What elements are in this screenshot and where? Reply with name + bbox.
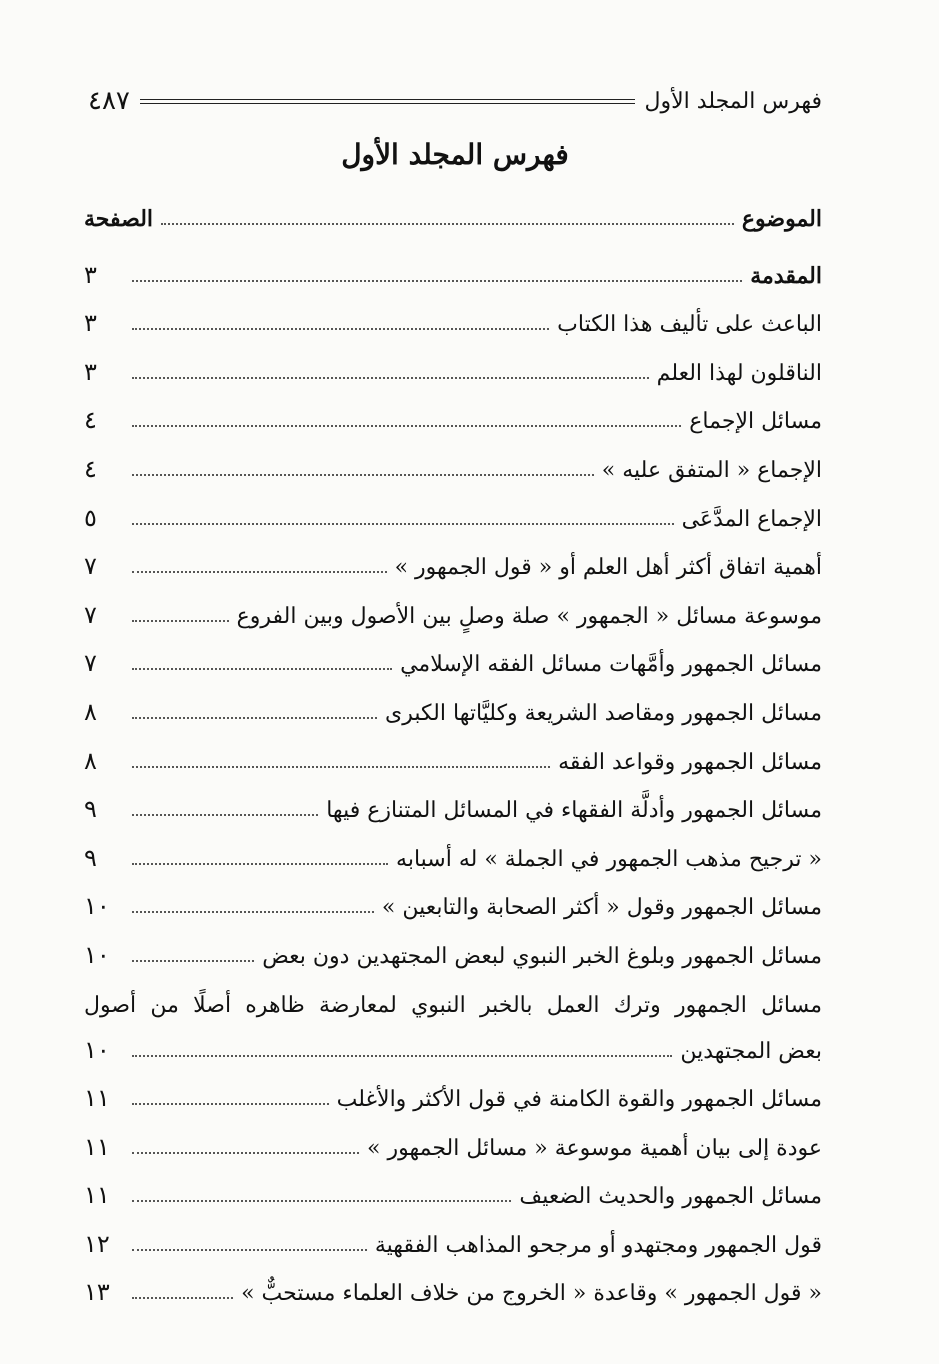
dot-leader (132, 1152, 359, 1154)
table-of-contents (84, 240, 822, 1306)
toc-entry-page: ١٠ (84, 1035, 110, 1064)
toc-entry-title: مسائل الجمهور وقواعد الفقه (558, 749, 822, 775)
toc-entry (84, 1112, 822, 1161)
dot-leader (132, 1249, 367, 1251)
toc-entry-page: ٣ (84, 309, 97, 338)
toc-entry-title: المقدمة (750, 262, 822, 289)
dot-leader (132, 1200, 511, 1202)
dot-leader (132, 571, 387, 573)
toc-entry (84, 337, 822, 386)
toc-entry (84, 434, 822, 483)
toc-entry-title: مسائل الجمهور والقوة الكامنة في قول الأكثر والأغلب (336, 1087, 822, 1113)
toc-entry-title: « قول الجمهور » وقاعدة « الخروج من خلاف العلماء مستحبٌّ » (241, 1281, 822, 1307)
header-rule (140, 99, 635, 104)
toc-entry-page: ٧ (84, 552, 97, 581)
toc-entry-page: ١٠ (84, 940, 110, 969)
toc-entry (84, 240, 822, 289)
toc-entry (84, 1258, 822, 1307)
toc-entry-title: أهمية اتفاق أكثر أهل العلم أو « قول الجمهور » (394, 555, 822, 581)
toc-entry-title: الإجماع المدَّعَى (681, 506, 822, 532)
toc-entry-page: ١٣ (84, 1278, 110, 1307)
toc-entry-page: ١٠ (84, 892, 110, 921)
toc-entry (84, 775, 822, 824)
toc-entry-page: ٤ (84, 454, 97, 483)
dot-leader (132, 280, 742, 282)
toc-entry-page: ٨ (84, 697, 97, 726)
toc-entry (84, 677, 822, 726)
toc-entry-title: مسائل الجمهور والحديث الضعيف (519, 1184, 822, 1210)
page-number: ٤٨٧ (88, 86, 130, 116)
toc-entry-title: الإجماع « المتفق عليه » (601, 457, 822, 483)
toc-entry (84, 1161, 822, 1210)
toc-entry (84, 823, 822, 872)
toc-entry-page: ٣ (84, 260, 97, 289)
toc-entry-page: ٥ (84, 503, 97, 532)
toc-entry (84, 726, 822, 775)
dot-leader (132, 1103, 329, 1105)
dot-leader (132, 523, 674, 525)
toc-entry (84, 580, 822, 629)
toc-entry-title: مسائل الجمهور وترك العمل بالخبر النبوي لمعارضة ظاهره أصلًا من أصول (84, 992, 822, 1018)
running-header (88, 84, 822, 118)
toc-entry (84, 289, 822, 338)
column-headers (84, 196, 822, 232)
toc-entry-title: قول الجمهور ومجتهدو أو مرجحو المذاهب الفقهية (374, 1232, 822, 1258)
toc-entry-page: ١١ (84, 1132, 110, 1161)
dot-leader (161, 223, 734, 225)
toc-entry (84, 1209, 822, 1258)
running-title: فهرس المجلد الأول (644, 88, 822, 114)
dot-leader (132, 668, 392, 670)
toc-entry (84, 1064, 822, 1113)
toc-entry-title: مسائل الجمهور وبلوغ الخبر النبوي لبعض المجتهدين دون بعض (262, 943, 822, 969)
dot-leader (132, 425, 681, 427)
toc-entry-title: موسوعة مسائل « الجمهور » صلة وصلٍ بين الأصول وبين الفروع (236, 603, 822, 629)
dot-leader (132, 814, 318, 816)
toc-entry-title: الناقلون لهذا العلم (656, 360, 822, 386)
page-title: فهرس المجلد الأول (341, 138, 569, 171)
toc-entry-title: عودة إلى بيان أهمية موسوعة « مسائل الجمهور » (367, 1135, 822, 1161)
toc-entry-title-continuation: بعض المجتهدين (680, 1038, 822, 1064)
dot-leader (132, 1297, 233, 1299)
dot-leader (132, 377, 649, 379)
toc-entry-page: ١١ (84, 1181, 110, 1210)
toc-entry-page: ٣ (84, 357, 97, 386)
toc-entry-continuation (84, 1018, 822, 1064)
toc-entry (84, 483, 822, 532)
toc-entry-title: الباعث على تأليف هذا الكتاب (557, 312, 822, 338)
dot-leader (132, 620, 229, 622)
toc-entry-title: « ترجيح مذهب الجمهور في الجملة » له أسبابه (396, 846, 822, 872)
dot-leader (132, 766, 550, 768)
toc-entry-page: ٨ (84, 746, 97, 775)
toc-entry-title: مسائل الجمهور وأدلَّة الفقهاء في المسائل المتنازع فيها (326, 798, 822, 824)
toc-entry (84, 386, 822, 435)
dot-leader (132, 960, 254, 962)
page-column-header: الصفحة (84, 206, 154, 232)
toc-entry-page: ١٢ (84, 1229, 110, 1258)
dot-leader (132, 1055, 672, 1057)
dot-leader (132, 474, 594, 476)
toc-entry (84, 872, 822, 921)
toc-entry-title: مسائل الإجماع (689, 409, 822, 435)
topic-column-header: الموضوع (741, 206, 822, 232)
toc-entry (84, 629, 822, 678)
toc-entry-page: ٤ (84, 406, 97, 435)
toc-entry-page: ٧ (84, 600, 97, 629)
toc-entry (84, 920, 822, 969)
toc-entry-page: ١١ (84, 1084, 110, 1113)
toc-entry-title: مسائل الجمهور ومقاصد الشريعة وكليَّاتها الكبرى (385, 700, 822, 726)
toc-entry-title: مسائل الجمهور وأمَّهات مسائل الفقه الإسلامي (400, 652, 822, 678)
toc-entry-page: ٩ (84, 843, 97, 872)
dot-leader (132, 863, 388, 865)
toc-entry-title: مسائل الجمهور وقول « أكثر الصحابة والتابعين » (381, 895, 822, 921)
toc-entry-page: ٧ (84, 649, 97, 678)
dot-leader (132, 717, 377, 719)
toc-entry-page: ٩ (84, 795, 97, 824)
dot-leader (132, 911, 374, 913)
toc-entry (84, 532, 822, 581)
dot-leader (132, 328, 549, 330)
toc-entry (84, 969, 822, 1018)
